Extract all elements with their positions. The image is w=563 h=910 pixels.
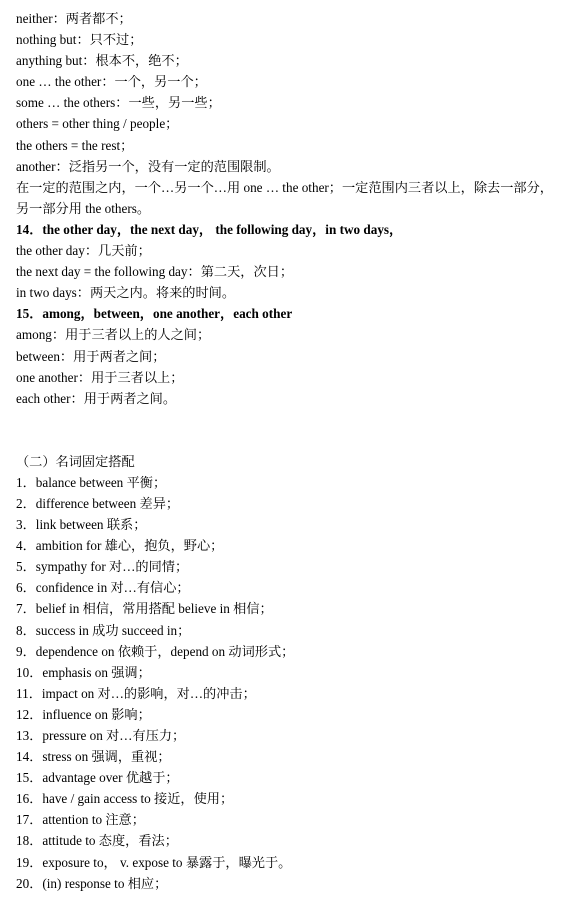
list-item: 16．have / gain access to 接近，使用；	[16, 791, 234, 807]
note-line-others: others = other thing / people；	[16, 116, 179, 132]
list-item: 14．stress on 强调，重视；	[16, 749, 171, 765]
list-item: 11．impact on 对…的影响，对…的冲击；	[16, 685, 256, 701]
section-title: （二）名词固定搭配	[16, 453, 135, 469]
pronoun-notes	[16, 8, 556, 219]
section-15-line: between：用于两者之间；	[16, 348, 166, 364]
list-item: 3．link between 联系；	[16, 517, 147, 533]
section-15-heading: 15．among，between，one another，each other	[16, 306, 293, 322]
list-item: 18．attitude to 态度，看法；	[16, 833, 178, 849]
section-15-line: each other：用于两者之间。	[16, 390, 177, 406]
section-15	[16, 303, 556, 408]
list-item: 1．balance between 平衡；	[16, 474, 167, 490]
list-item: 7．belief in 相信，常用搭配 believe in 相信；	[16, 601, 273, 617]
list-item: 17．attention to 注意；	[16, 812, 145, 828]
list-item: 4．ambition for 雄心，抱负，野心；	[16, 538, 224, 554]
note-line-nothing-but: nothing but：只不过；	[16, 32, 143, 48]
noun-collocations-section	[16, 451, 556, 894]
section-14-line: the next day = the following day：第二天，次日；	[16, 264, 294, 280]
list-item: 10．emphasis on 强调；	[16, 664, 151, 680]
note-line-another: another：泛指另一个，没有一定的范围限制。	[16, 158, 280, 174]
list-item: 15．advantage over 优越于；	[16, 770, 179, 786]
list-item: 9．dependence on 依赖于，depend on 动词形式；	[16, 643, 295, 659]
section-14-line: in two days：两天之内。将来的时间。	[16, 285, 236, 301]
list-item: 13．pressure on 对…有压力；	[16, 728, 186, 743]
list-item: 12．influence on 影响；	[16, 706, 151, 722]
note-paragraph-range: 在一定的范围之内，一个…另一个…用 one … the other；一定范围内三者以上，除去一部分，另一部分用 the others。	[16, 179, 553, 216]
note-line-the-others: the others = the rest；	[16, 137, 134, 153]
list-item: 20．(in) response to 相应；	[16, 875, 168, 891]
document-page	[16, 8, 556, 894]
section-15-line: one another：用于三者以上；	[16, 369, 184, 385]
note-line-one-the-other: one … the other：一个，另一个；	[16, 74, 207, 90]
note-line-neither: neither：两者都不；	[16, 11, 132, 26]
list-item: 5．sympathy for 对…的同情；	[16, 559, 189, 575]
list-item: 8．success in 成功 succeed in；	[16, 622, 191, 638]
blank-space	[16, 409, 556, 451]
list-item: 2．difference between 差异；	[16, 495, 180, 511]
list-item: 19．exposure to， v. expose to 暴露于，曝光于。	[16, 854, 292, 870]
section-14	[16, 219, 556, 303]
note-line-some-the-others: some … the others：一些，另一些；	[16, 95, 221, 111]
section-14-line: the other day：几天前；	[16, 243, 151, 259]
list-item: 6．confidence in 对…有信心；	[16, 580, 190, 596]
section-14-heading: 14．the other day，the next day， the following day，in two days，	[16, 221, 403, 237]
section-15-line: among：用于三者以上的人之间；	[16, 327, 211, 343]
note-line-anything-but: anything but：根本不，绝不；	[16, 53, 188, 69]
